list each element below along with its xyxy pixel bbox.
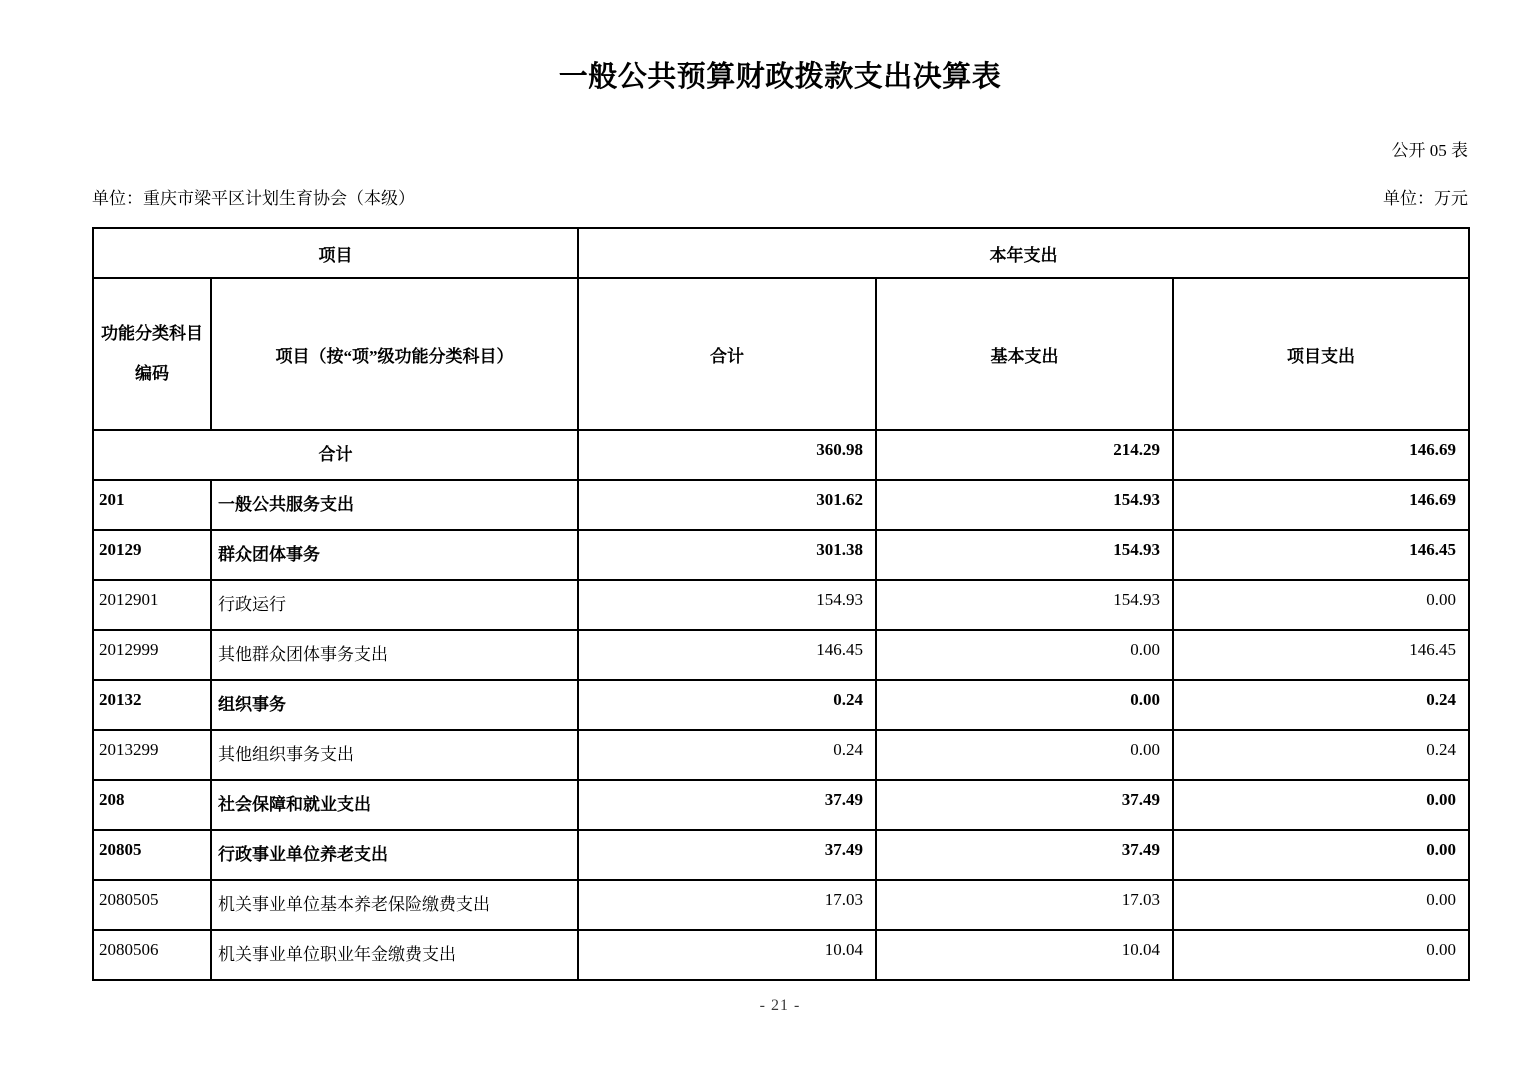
row-basic-value: 214.29	[876, 430, 1173, 480]
row-basic-value: 17.03	[876, 880, 1173, 930]
row-total-value: 10.04	[578, 930, 876, 980]
row-project-value: 146.45	[1173, 530, 1469, 580]
row-basic-value: 0.00	[876, 680, 1173, 730]
row-total-value: 360.98	[578, 430, 876, 480]
expenditure-table	[92, 227, 1470, 981]
row-project-value: 0.24	[1173, 680, 1469, 730]
table-row	[93, 480, 1469, 530]
row-total-value: 0.24	[578, 680, 876, 730]
row-project-value: 0.00	[1173, 830, 1469, 880]
table-row	[93, 630, 1469, 680]
header-group-year-expenditure: 本年支出	[578, 228, 1469, 278]
table-row	[93, 830, 1469, 880]
table-body	[93, 430, 1469, 980]
row-project-value: 0.24	[1173, 730, 1469, 780]
header-group-item: 项目	[93, 228, 578, 278]
header-col-function-code	[93, 278, 211, 430]
row-basic-value: 10.04	[876, 930, 1173, 980]
row-function-code: 2080506	[93, 930, 211, 980]
row-item-name: 群众团体事务	[211, 530, 578, 580]
row-function-code: 20805	[93, 830, 211, 880]
header-col-total: 合计	[578, 278, 876, 430]
row-item-name: 机关事业单位职业年金缴费支出	[211, 930, 578, 980]
row-item-name: 合计	[93, 430, 578, 480]
row-item-name: 机关事业单位基本养老保险缴费支出	[211, 880, 578, 930]
row-total-value: 146.45	[578, 630, 876, 680]
unit-currency: 单位：万元	[1383, 189, 1468, 208]
table-row	[93, 930, 1469, 980]
row-total-value: 301.62	[578, 480, 876, 530]
table-code: 公开 05 表	[1391, 141, 1468, 160]
row-basic-value: 0.00	[876, 630, 1173, 680]
header-col-project: 项目支出	[1173, 278, 1469, 430]
row-basic-value: 154.93	[876, 530, 1173, 580]
table-header	[93, 228, 1469, 430]
row-function-code: 20132	[93, 680, 211, 730]
row-function-code: 2013299	[93, 730, 211, 780]
row-project-value: 146.45	[1173, 630, 1469, 680]
row-project-value: 0.00	[1173, 580, 1469, 630]
header-group-row	[93, 228, 1469, 278]
row-project-value: 146.69	[1173, 430, 1469, 480]
row-total-value: 0.24	[578, 730, 876, 780]
row-project-value: 0.00	[1173, 780, 1469, 830]
unit-name: 单位：重庆市梁平区计划生育协会（本级）	[92, 189, 415, 208]
row-function-code: 208	[93, 780, 211, 830]
row-total-value: 301.38	[578, 530, 876, 580]
table-row	[93, 680, 1469, 730]
header-col-function-code-line2: 编码	[135, 364, 169, 383]
row-project-value: 146.69	[1173, 480, 1469, 530]
table-row	[93, 430, 1469, 480]
row-item-name: 行政运行	[211, 580, 578, 630]
page-title: 一般公共预算财政拨款支出决算表	[558, 61, 1002, 93]
table-row	[93, 530, 1469, 580]
row-project-value: 0.00	[1173, 880, 1469, 930]
table-row	[93, 780, 1469, 830]
table-row	[93, 880, 1469, 930]
table-row	[93, 730, 1469, 780]
header-columns-row	[93, 278, 1469, 430]
page-number: - 21 -	[759, 997, 801, 1014]
row-basic-value: 37.49	[876, 780, 1173, 830]
row-item-name: 社会保障和就业支出	[211, 780, 578, 830]
row-function-code: 2012901	[93, 580, 211, 630]
row-item-name: 其他群众团体事务支出	[211, 630, 578, 680]
row-basic-value: 154.93	[876, 580, 1173, 630]
header-col-basic: 基本支出	[876, 278, 1173, 430]
row-basic-value: 0.00	[876, 730, 1173, 780]
row-item-name: 行政事业单位养老支出	[211, 830, 578, 880]
header-col-function-code-line1: 功能分类科目	[101, 324, 203, 343]
row-item-name: 组织事务	[211, 680, 578, 730]
row-total-value: 154.93	[578, 580, 876, 630]
row-basic-value: 37.49	[876, 830, 1173, 880]
row-total-value: 17.03	[578, 880, 876, 930]
row-project-value: 0.00	[1173, 930, 1469, 980]
row-item-name: 一般公共服务支出	[211, 480, 578, 530]
row-basic-value: 154.93	[876, 480, 1173, 530]
row-function-code: 2012999	[93, 630, 211, 680]
row-total-value: 37.49	[578, 830, 876, 880]
row-function-code: 20129	[93, 530, 211, 580]
table-code-line	[92, 140, 1468, 162]
row-item-name: 其他组织事务支出	[211, 730, 578, 780]
row-function-code: 2080505	[93, 880, 211, 930]
unit-line	[92, 188, 1468, 210]
row-function-code: 201	[93, 480, 211, 530]
table-row	[93, 580, 1469, 630]
header-col-item: 项目（按“项”级功能分类科目）	[211, 278, 578, 430]
row-total-value: 37.49	[578, 780, 876, 830]
